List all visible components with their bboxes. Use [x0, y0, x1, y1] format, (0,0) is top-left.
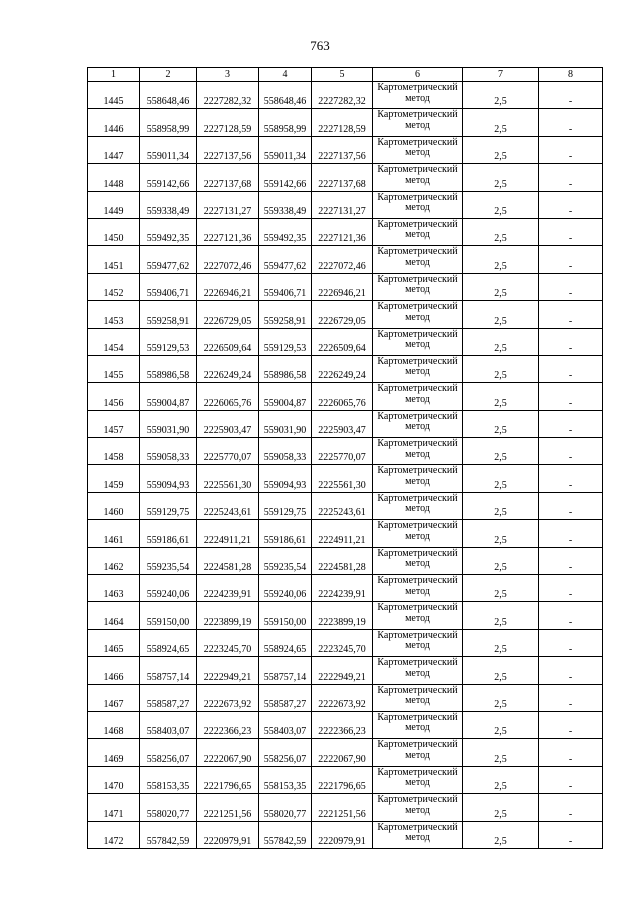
table-row	[88, 794, 603, 821]
y-coord-cell: 2225903,47	[312, 410, 373, 437]
table-body	[88, 82, 603, 849]
x-coord-cell: 559492,35	[259, 218, 312, 245]
accuracy-cell: 2,5	[463, 355, 539, 382]
page-number: 763	[310, 38, 330, 53]
note-cell: -	[539, 766, 603, 793]
table-row	[88, 355, 603, 382]
point-number-cell: 1460	[88, 492, 140, 519]
y-coord-cell: 2224581,28	[197, 547, 259, 574]
note-cell: -	[539, 629, 603, 656]
point-number-cell: 1451	[88, 246, 140, 273]
x-coord-cell: 558924,65	[140, 629, 197, 656]
point-number-cell: 1454	[88, 328, 140, 355]
accuracy-cell: 2,5	[463, 438, 539, 465]
x-coord-cell: 559150,00	[259, 602, 312, 629]
method-cell: Картометрический метод	[373, 410, 463, 437]
x-coord-cell: 558403,07	[140, 711, 197, 738]
y-coord-cell: 2221251,56	[312, 794, 373, 821]
point-number-cell: 1470	[88, 766, 140, 793]
x-coord-cell: 559186,61	[140, 520, 197, 547]
accuracy-cell: 2,5	[463, 684, 539, 711]
method-cell: Картометрический метод	[373, 465, 463, 492]
y-coord-cell: 2227128,59	[312, 109, 373, 136]
y-coord-cell: 2227072,46	[312, 246, 373, 273]
point-number-cell: 1458	[88, 438, 140, 465]
y-coord-cell: 2225243,61	[312, 492, 373, 519]
accuracy-cell: 2,5	[463, 602, 539, 629]
column-header: 2	[140, 68, 197, 82]
note-cell: -	[539, 383, 603, 410]
point-number-cell: 1449	[88, 191, 140, 218]
table-row	[88, 520, 603, 547]
y-coord-cell: 2222949,21	[197, 657, 259, 684]
accuracy-cell: 2,5	[463, 410, 539, 437]
y-coord-cell: 2226065,76	[197, 383, 259, 410]
column-header: 6	[373, 68, 463, 82]
x-coord-cell: 559031,90	[259, 410, 312, 437]
note-cell: -	[539, 355, 603, 382]
x-coord-cell: 558757,14	[140, 657, 197, 684]
x-coord-cell: 557842,59	[140, 821, 197, 848]
table-row	[88, 629, 603, 656]
method-cell: Картометрический метод	[373, 520, 463, 547]
x-coord-cell: 559240,06	[140, 575, 197, 602]
x-coord-cell: 559142,66	[140, 164, 197, 191]
point-number-cell: 1468	[88, 711, 140, 738]
table-row	[88, 109, 603, 136]
point-number-cell: 1464	[88, 602, 140, 629]
y-coord-cell: 2222366,23	[197, 711, 259, 738]
accuracy-cell: 2,5	[463, 711, 539, 738]
table-row	[88, 492, 603, 519]
y-coord-cell: 2227072,46	[197, 246, 259, 273]
y-coord-cell: 2227131,27	[197, 191, 259, 218]
table-row	[88, 82, 603, 109]
x-coord-cell: 558924,65	[259, 629, 312, 656]
table-row	[88, 821, 603, 848]
y-coord-cell: 2227137,68	[312, 164, 373, 191]
table-row	[88, 164, 603, 191]
x-coord-cell: 558403,07	[259, 711, 312, 738]
x-coord-cell: 557842,59	[259, 821, 312, 848]
y-coord-cell: 2226249,24	[312, 355, 373, 382]
point-number-cell: 1463	[88, 575, 140, 602]
note-cell: -	[539, 492, 603, 519]
method-cell: Картометрический метод	[373, 492, 463, 519]
x-coord-cell: 558020,77	[259, 794, 312, 821]
table-row	[88, 465, 603, 492]
note-cell: -	[539, 657, 603, 684]
x-coord-cell: 558958,99	[140, 109, 197, 136]
accuracy-cell: 2,5	[463, 383, 539, 410]
x-coord-cell: 558020,77	[140, 794, 197, 821]
table-row	[88, 657, 603, 684]
point-number-cell: 1469	[88, 739, 140, 766]
y-coord-cell: 2225561,30	[197, 465, 259, 492]
point-number-cell: 1459	[88, 465, 140, 492]
note-cell: -	[539, 218, 603, 245]
method-cell: Картометрический метод	[373, 657, 463, 684]
y-coord-cell: 2226249,24	[197, 355, 259, 382]
point-number-cell: 1456	[88, 383, 140, 410]
table-row	[88, 711, 603, 738]
y-coord-cell: 2223899,19	[197, 602, 259, 629]
accuracy-cell: 2,5	[463, 328, 539, 355]
y-coord-cell: 2225561,30	[312, 465, 373, 492]
accuracy-cell: 2,5	[463, 136, 539, 163]
y-coord-cell: 2227121,36	[312, 218, 373, 245]
accuracy-cell: 2,5	[463, 739, 539, 766]
method-cell: Картометрический метод	[373, 246, 463, 273]
method-cell: Картометрический метод	[373, 684, 463, 711]
x-coord-cell: 559004,87	[140, 383, 197, 410]
y-coord-cell: 2224239,91	[197, 575, 259, 602]
x-coord-cell: 558648,46	[259, 82, 312, 109]
y-coord-cell: 2222673,92	[197, 684, 259, 711]
method-cell: Картометрический метод	[373, 821, 463, 848]
note-cell: -	[539, 82, 603, 109]
table-row	[88, 191, 603, 218]
note-cell: -	[539, 711, 603, 738]
method-cell: Картометрический метод	[373, 82, 463, 109]
y-coord-cell: 2225770,07	[197, 438, 259, 465]
y-coord-cell: 2226729,05	[197, 301, 259, 328]
accuracy-cell: 2,5	[463, 82, 539, 109]
note-cell: -	[539, 164, 603, 191]
method-cell: Картометрический метод	[373, 739, 463, 766]
method-cell: Картометрический метод	[373, 191, 463, 218]
x-coord-cell: 559235,54	[259, 547, 312, 574]
column-header: 5	[312, 68, 373, 82]
x-coord-cell: 558153,35	[259, 766, 312, 793]
method-cell: Картометрический метод	[373, 711, 463, 738]
y-coord-cell: 2223245,70	[197, 629, 259, 656]
accuracy-cell: 2,5	[463, 766, 539, 793]
y-coord-cell: 2226946,21	[312, 273, 373, 300]
note-cell: -	[539, 246, 603, 273]
x-coord-cell: 559150,00	[140, 602, 197, 629]
accuracy-cell: 2,5	[463, 301, 539, 328]
point-number-cell: 1453	[88, 301, 140, 328]
table-row	[88, 547, 603, 574]
method-cell: Картометрический метод	[373, 438, 463, 465]
column-header: 7	[463, 68, 539, 82]
x-coord-cell: 559011,34	[140, 136, 197, 163]
point-number-cell: 1472	[88, 821, 140, 848]
accuracy-cell: 2,5	[463, 657, 539, 684]
y-coord-cell: 2226946,21	[197, 273, 259, 300]
y-coord-cell: 2222673,92	[312, 684, 373, 711]
x-coord-cell: 558587,27	[259, 684, 312, 711]
method-cell: Картометрический метод	[373, 218, 463, 245]
x-coord-cell: 559338,49	[259, 191, 312, 218]
point-number-cell: 1471	[88, 794, 140, 821]
x-coord-cell: 559186,61	[259, 520, 312, 547]
accuracy-cell: 2,5	[463, 794, 539, 821]
y-coord-cell: 2223899,19	[312, 602, 373, 629]
x-coord-cell: 559142,66	[259, 164, 312, 191]
table-row	[88, 684, 603, 711]
x-coord-cell: 559258,91	[140, 301, 197, 328]
table-row	[88, 273, 603, 300]
x-coord-cell: 559338,49	[140, 191, 197, 218]
table-row	[88, 136, 603, 163]
column-header: 8	[539, 68, 603, 82]
x-coord-cell: 559240,06	[259, 575, 312, 602]
accuracy-cell: 2,5	[463, 547, 539, 574]
y-coord-cell: 2221796,65	[197, 766, 259, 793]
table-row	[88, 246, 603, 273]
table-row	[88, 575, 603, 602]
y-coord-cell: 2227137,56	[197, 136, 259, 163]
x-coord-cell: 559094,93	[259, 465, 312, 492]
method-cell: Картометрический метод	[373, 629, 463, 656]
x-coord-cell: 559058,33	[140, 438, 197, 465]
x-coord-cell: 559406,71	[140, 273, 197, 300]
y-coord-cell: 2226065,76	[312, 383, 373, 410]
method-cell: Картометрический метод	[373, 602, 463, 629]
x-coord-cell: 559477,62	[259, 246, 312, 273]
method-cell: Картометрический метод	[373, 136, 463, 163]
y-coord-cell: 2227137,56	[312, 136, 373, 163]
point-number-cell: 1466	[88, 657, 140, 684]
note-cell: -	[539, 739, 603, 766]
method-cell: Картометрический метод	[373, 301, 463, 328]
y-coord-cell: 2224911,21	[312, 520, 373, 547]
accuracy-cell: 2,5	[463, 575, 539, 602]
note-cell: -	[539, 575, 603, 602]
x-coord-cell: 558648,46	[140, 82, 197, 109]
method-cell: Картометрический метод	[373, 328, 463, 355]
note-cell: -	[539, 273, 603, 300]
accuracy-cell: 2,5	[463, 109, 539, 136]
point-number-cell: 1445	[88, 82, 140, 109]
method-cell: Картометрический метод	[373, 794, 463, 821]
note-cell: -	[539, 438, 603, 465]
accuracy-cell: 2,5	[463, 520, 539, 547]
point-number-cell: 1448	[88, 164, 140, 191]
accuracy-cell: 2,5	[463, 191, 539, 218]
x-coord-cell: 558958,99	[259, 109, 312, 136]
method-cell: Картометрический метод	[373, 547, 463, 574]
note-cell: -	[539, 794, 603, 821]
x-coord-cell: 559235,54	[140, 547, 197, 574]
x-coord-cell: 559477,62	[140, 246, 197, 273]
x-coord-cell: 559129,53	[259, 328, 312, 355]
table-row	[88, 328, 603, 355]
method-cell: Картометрический метод	[373, 766, 463, 793]
y-coord-cell: 2227282,32	[312, 82, 373, 109]
accuracy-cell: 2,5	[463, 821, 539, 848]
note-cell: -	[539, 410, 603, 437]
table-row	[88, 602, 603, 629]
note-cell: -	[539, 684, 603, 711]
note-cell: -	[539, 465, 603, 492]
point-number-cell: 1452	[88, 273, 140, 300]
point-number-cell: 1465	[88, 629, 140, 656]
point-number-cell: 1455	[88, 355, 140, 382]
accuracy-cell: 2,5	[463, 465, 539, 492]
x-coord-cell: 559492,35	[140, 218, 197, 245]
y-coord-cell: 2220979,91	[197, 821, 259, 848]
x-coord-cell: 559129,53	[140, 328, 197, 355]
note-cell: -	[539, 602, 603, 629]
y-coord-cell: 2224239,91	[312, 575, 373, 602]
method-cell: Картометрический метод	[373, 575, 463, 602]
x-coord-cell: 559058,33	[259, 438, 312, 465]
y-coord-cell: 2227121,36	[197, 218, 259, 245]
column-header: 1	[88, 68, 140, 82]
method-cell: Картометрический метод	[373, 273, 463, 300]
y-coord-cell: 2226509,64	[312, 328, 373, 355]
table-row	[88, 383, 603, 410]
y-coord-cell: 2227282,32	[197, 82, 259, 109]
note-cell: -	[539, 547, 603, 574]
point-number-cell: 1457	[88, 410, 140, 437]
y-coord-cell: 2223245,70	[312, 629, 373, 656]
x-coord-cell: 559094,93	[140, 465, 197, 492]
table-row	[88, 218, 603, 245]
x-coord-cell: 559258,91	[259, 301, 312, 328]
y-coord-cell: 2222067,90	[197, 739, 259, 766]
accuracy-cell: 2,5	[463, 246, 539, 273]
y-coord-cell: 2224911,21	[197, 520, 259, 547]
x-coord-cell: 559129,75	[140, 492, 197, 519]
point-number-cell: 1447	[88, 136, 140, 163]
y-coord-cell: 2221251,56	[197, 794, 259, 821]
y-coord-cell: 2225903,47	[197, 410, 259, 437]
y-coord-cell: 2226509,64	[197, 328, 259, 355]
table-row	[88, 301, 603, 328]
note-cell: -	[539, 821, 603, 848]
accuracy-cell: 2,5	[463, 492, 539, 519]
point-number-cell: 1467	[88, 684, 140, 711]
method-cell: Картометрический метод	[373, 383, 463, 410]
y-coord-cell: 2227131,27	[312, 191, 373, 218]
y-coord-cell: 2220979,91	[312, 821, 373, 848]
table-row	[88, 438, 603, 465]
accuracy-cell: 2,5	[463, 273, 539, 300]
y-coord-cell: 2222067,90	[312, 739, 373, 766]
table-row	[88, 410, 603, 437]
y-coord-cell: 2225243,61	[197, 492, 259, 519]
column-header: 3	[197, 68, 259, 82]
column-header: 4	[259, 68, 312, 82]
x-coord-cell: 558153,35	[140, 766, 197, 793]
coordinates-table	[87, 67, 603, 849]
x-coord-cell: 559406,71	[259, 273, 312, 300]
note-cell: -	[539, 520, 603, 547]
point-number-cell: 1446	[88, 109, 140, 136]
y-coord-cell: 2222366,23	[312, 711, 373, 738]
y-coord-cell: 2226729,05	[312, 301, 373, 328]
point-number-cell: 1462	[88, 547, 140, 574]
x-coord-cell: 558986,58	[259, 355, 312, 382]
x-coord-cell: 558256,07	[259, 739, 312, 766]
x-coord-cell: 558986,58	[140, 355, 197, 382]
y-coord-cell: 2221796,65	[312, 766, 373, 793]
y-coord-cell: 2227137,68	[197, 164, 259, 191]
table-header-row	[88, 68, 603, 82]
x-coord-cell: 559031,90	[140, 410, 197, 437]
table-row	[88, 766, 603, 793]
note-cell: -	[539, 136, 603, 163]
note-cell: -	[539, 191, 603, 218]
point-number-cell: 1450	[88, 218, 140, 245]
x-coord-cell: 558587,27	[140, 684, 197, 711]
table-row	[88, 739, 603, 766]
x-coord-cell: 558256,07	[140, 739, 197, 766]
note-cell: -	[539, 301, 603, 328]
method-cell: Картометрический метод	[373, 109, 463, 136]
y-coord-cell: 2222949,21	[312, 657, 373, 684]
y-coord-cell: 2227128,59	[197, 109, 259, 136]
accuracy-cell: 2,5	[463, 218, 539, 245]
x-coord-cell: 559011,34	[259, 136, 312, 163]
y-coord-cell: 2224581,28	[312, 547, 373, 574]
method-cell: Картометрический метод	[373, 355, 463, 382]
accuracy-cell: 2,5	[463, 629, 539, 656]
y-coord-cell: 2225770,07	[312, 438, 373, 465]
point-number-cell: 1461	[88, 520, 140, 547]
x-coord-cell: 559129,75	[259, 492, 312, 519]
x-coord-cell: 558757,14	[259, 657, 312, 684]
note-cell: -	[539, 328, 603, 355]
note-cell: -	[539, 109, 603, 136]
method-cell: Картометрический метод	[373, 164, 463, 191]
accuracy-cell: 2,5	[463, 164, 539, 191]
x-coord-cell: 559004,87	[259, 383, 312, 410]
